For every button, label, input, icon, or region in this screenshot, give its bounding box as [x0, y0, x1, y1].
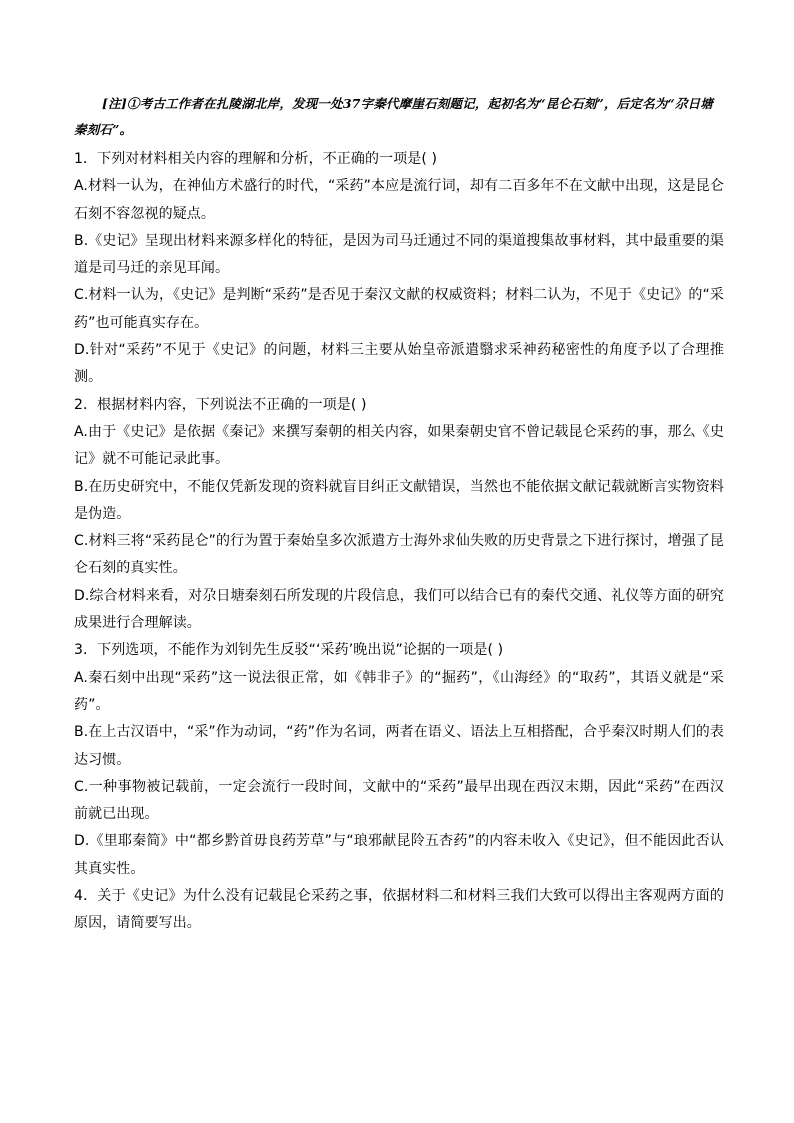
question-2-option-b: B.在历史研究中，不能仅凭新发现的资料就盲目纠正文献错误，当然也不能依据文献记载就断言实物资料是伪造。 — [74, 478, 724, 522]
question-2-option-d: D.综合材料来看，对尕日塘秦刻石所发现的片段信息，我们可以结合已有的秦代交通、礼仪等方面的研究成果进行合理解读。 — [74, 587, 724, 632]
question-3-option-b: B.在上古汉语中，“采”作为动词，“药”作为名词，两者在语义、语法上互相搭配，合乎秦汉时期人们的表达习惯。 — [74, 724, 724, 768]
footnote-text: [注]①考古工作者在扎陵湖北岸，发现一处37字秦代摩崖石刻题记，起初名为“昆仑石刻”，后定名为“尕日塘秦刻石”。 — [74, 96, 713, 137]
question-1-option-d: D.针对“采药”不见于《史记》的问题，材料三主要从始皇帝派遣翳求采神药秘密性的角度予以了合理推测。 — [74, 342, 724, 386]
question-1-option-a: A.材料一认为，在神仙方术盛行的时代，“采药”本应是流行词，却有二百多年不在文献中出现，这是昆仑石刻不容忽视的疑点。 — [74, 178, 724, 222]
questions — [74, 146, 724, 938]
question-1-option-b: B.《史记》呈现出材料来源多样化的特征，是因为司马迁通过不同的渠道搜集故事材料，其中最重要的渠道是司马迁的亲见耳闻。 — [74, 232, 724, 277]
question-3-stem: 3．下列选项，不能作为刘钊先生反驳“‘采药’晚出说”论据的一项是( ) — [74, 642, 504, 659]
question-1-stem: 1．下列对材料相关内容的理解和分析，不正确的一项是( ) — [74, 151, 438, 167]
question-2-stem: 2．根据材料内容，下列说法不正确的一项是( ) — [74, 396, 367, 413]
question-2-option-a: A.由于《史记》是依据《秦记》来撰写秦朝的相关内容，如果秦朝史官不曾记载昆仑采药的事，那么《史记》就不可能记录此事。 — [74, 423, 724, 468]
question-3-option-c: C.一种事物被记载前，一定会流行一段时间，文献中的“采药”最早出现在西汉末期，因此“采药”在西汉前就已出现。 — [74, 778, 724, 823]
question-3-option-d: D.《里耶秦简》中“都乡黔首毋良药芳草”与“琅邪献昆阾五杏药”的内容未收入《史记》，但不能因此否认其真实性。 — [74, 833, 724, 877]
question-2-option-c: C.材料三将“采药昆仑”的行为置于秦始皇多次派遣方士海外求仙失败的历史背景之下进行探讨，增强了昆仑石刻的真实性。 — [74, 533, 724, 577]
question-3-option-a: A.秦石刻中出现“采药”这一说法很正常，如《韩非子》的“掘药”，《山海经》的“取药”，其语义就是“采药”。 — [74, 669, 724, 713]
question-1-option-c: C.材料一认为，《史记》是判断“采药”是否见于秦汉文献的权威资料；材料二认为，不见于《史记》的“采药”也可能真实存在。 — [74, 287, 724, 331]
question-4-stem: 4．关于《史记》为什么没有记载昆仑采药之事，依据材料二和材料三我们大致可以得出主客观两方面的原因，请简要写出。 — [74, 888, 724, 932]
footnote — [74, 91, 724, 143]
